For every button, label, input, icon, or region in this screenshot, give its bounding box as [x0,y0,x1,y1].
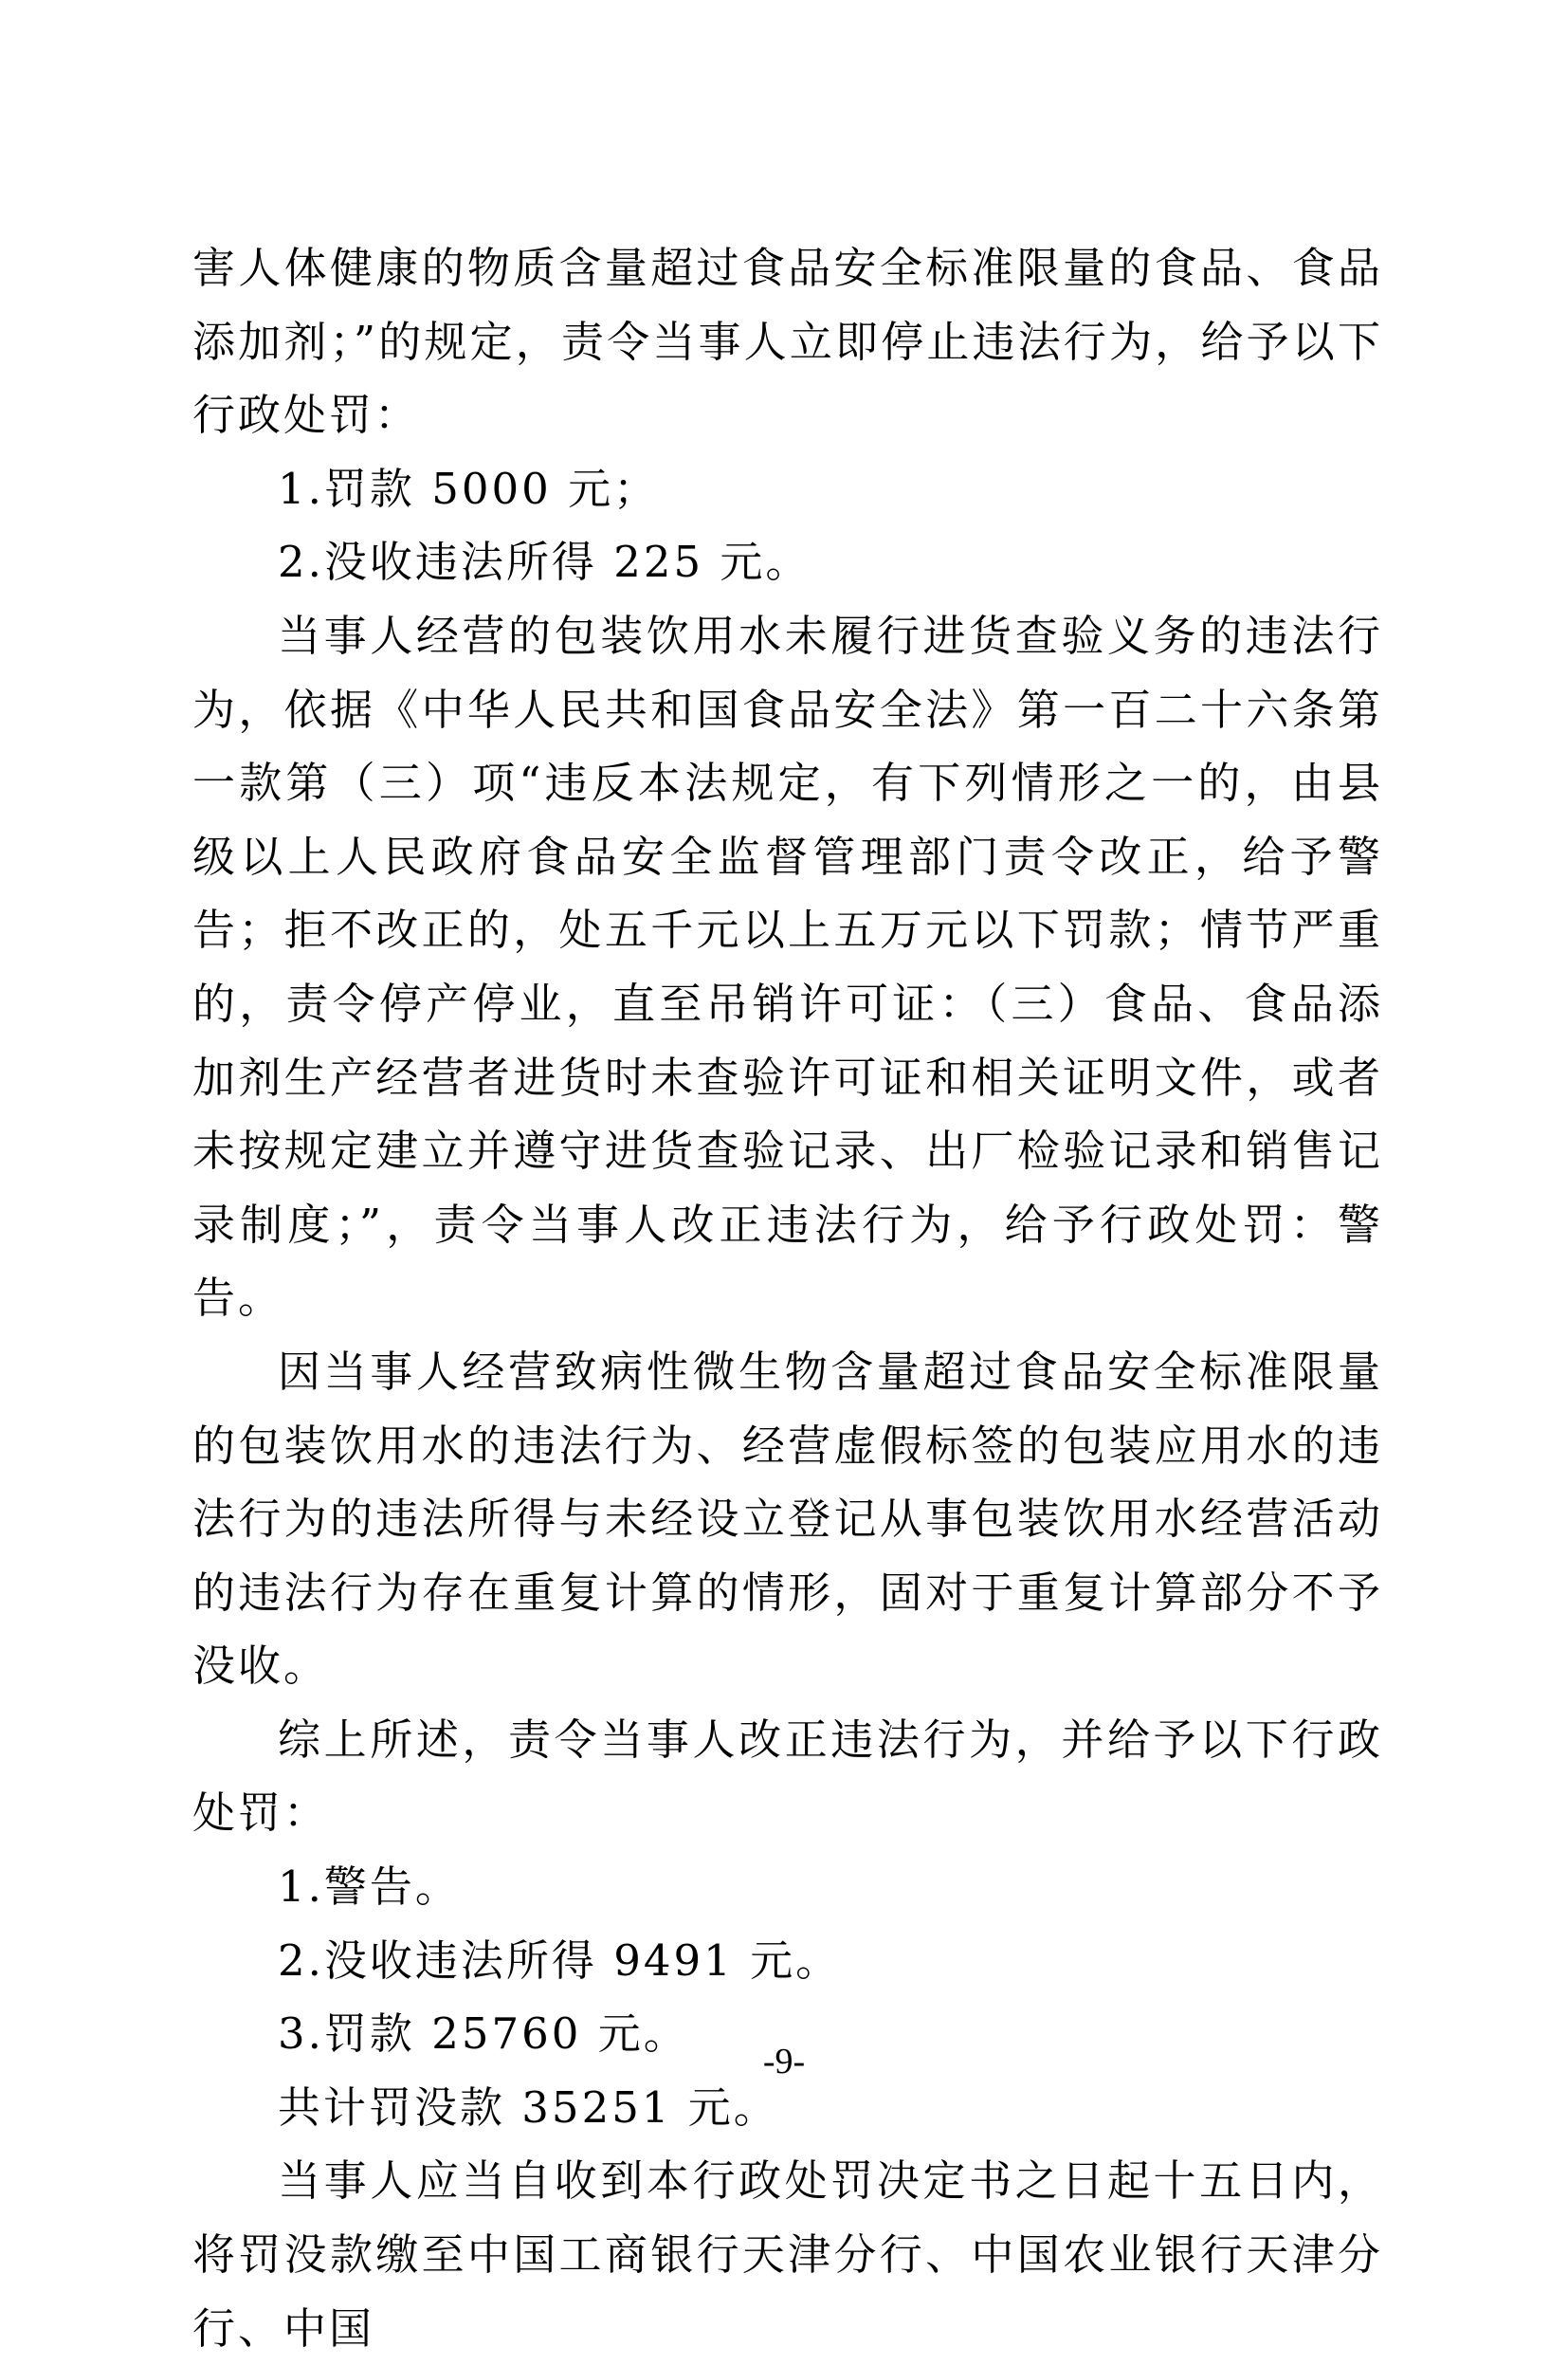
penalty-item-confiscation: 2.没收违法所得 225 元。 [278,537,811,588]
paragraph-duplicate-calculation: 因当事人经营致病性微生物含量超过食品安全标准限量的包装饮用水的违法行为、经营虚假标签的包装应用水的违法行为的违法所得与未经设立登记从事包装饮用水经营活动的违法行为存在重复计算的情形，固对于重复计算部分不予没收。 [192,1346,1383,1692]
paragraph-summary: 综上所述，责令当事人改正违法行为，并给予以下行政处罚： [192,1714,1383,1839]
paragraph-payment-instructions: 当事人应当自收到本行政处罚决定书之日起十五日内，将罚没款缴至中国工商银行天津分行、中国农业银行天津分行、中国 [192,2155,1383,2354]
paragraph-inspection-violation: 当事人经营的包装饮用水未履行进货查验义务的违法行为，依据《中华人民共和国食品安全法》第一百二十六条第一款第（三）项“违反本法规定，有下列情形之一的，由县级以上人民政府食品安全监督管理部门责令改正，给予警告；拒不改正的，处五千元以上五万元以下罚款；情节严重的，责令停产停业，直至吊销许可证：（三）食品、食品添加剂生产经营者进货时未查验许可证和相关证明文件，或者未按规定建立并遵守进货查验记录、出厂检验记录和销售记录制度；”，责令当事人改正违法行为，给予行政处罚：警告。 [192,610,1383,1324]
summary-total: 共计罚没款 35251 元。 [278,2081,779,2133]
summary-item-fine: 3.罚款 25760 元。 [278,2008,689,2060]
paragraph-continued-regulation: 害人体健康的物质含量超过食品安全标准限量的食品、食品添加剂；”的规定，责令当事人立即停止违法行为，给予以下行政处罚： [192,243,1383,441]
summary-item-warning: 1.警告。 [278,1861,461,1913]
penalty-item-fine: 1.罚款 5000 元； [278,463,660,514]
summary-item-confiscation: 2.没收违法所得 9491 元。 [278,1934,842,1986]
page-number: -9- [762,2042,806,2081]
